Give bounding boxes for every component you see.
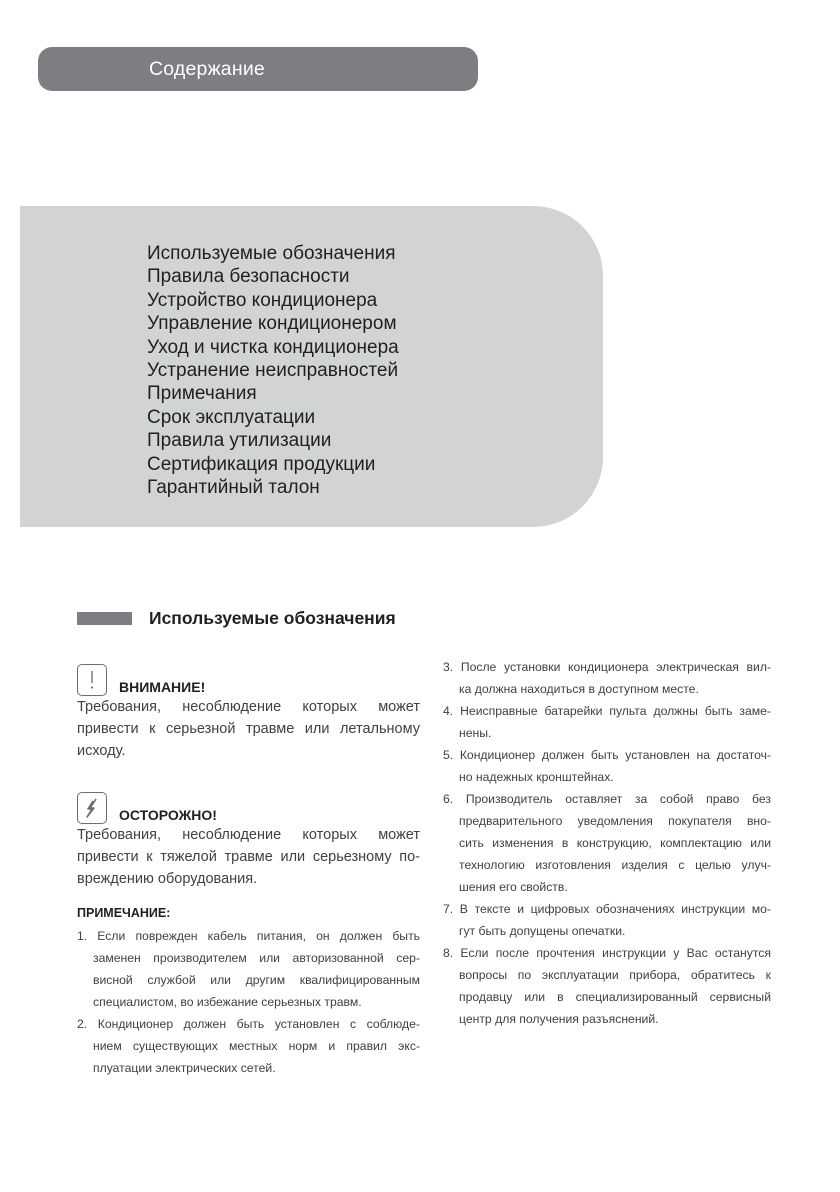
warning-notice bbox=[77, 656, 420, 762]
table-of-contents-panel bbox=[20, 206, 603, 527]
warning-text-line: исходу. bbox=[77, 743, 126, 759]
note-line: висной службой или другим квалифицированным bbox=[93, 973, 420, 987]
note-item-1 bbox=[77, 925, 420, 1013]
caution-text-line: вреждению оборудования. bbox=[77, 871, 258, 887]
note-line: предварительного уведомления покупателя вно- bbox=[459, 814, 771, 828]
note-item-7 bbox=[443, 898, 771, 942]
note-line: центр для получения разъяснений. bbox=[459, 1012, 659, 1026]
note-line: заменен производителем или авторизованной сер- bbox=[93, 951, 420, 965]
note-line: 5. Кондиционер должен быть установлен на достаточ- bbox=[443, 748, 771, 762]
caution-label: ОСТОРОЖНО! bbox=[119, 807, 217, 823]
note-line: специалистом, во избежание серьезных травм. bbox=[93, 995, 362, 1009]
toc-item-care-cleaning[interactable]: Уход и чистка кондиционера bbox=[147, 336, 399, 358]
toc-item-symbols[interactable]: Используемые обозначения bbox=[147, 243, 396, 264]
note-line: сить изменения в конструкцию, комплектацию или bbox=[459, 836, 771, 850]
note-line: нием существующих местных норм и правил экс- bbox=[93, 1039, 420, 1053]
note-line: 4. Неисправные батарейки пульта должны быть заме- bbox=[443, 704, 771, 718]
note-line: 8. Если после прочтения инструкции у Вас останутся bbox=[443, 946, 771, 960]
note-item-2 bbox=[77, 1013, 420, 1079]
note-line: 6. Производитель оставляет за собой право без bbox=[443, 792, 771, 806]
warning-text-line: Требования, несоблюдение которых может bbox=[77, 699, 420, 715]
note-item-5 bbox=[443, 744, 771, 788]
note-line: шения его свойств. bbox=[459, 880, 568, 894]
note-line: гут быть допущены опечатки. bbox=[459, 924, 626, 938]
caution-text-line: Требования, несоблюдение которых может bbox=[77, 827, 420, 843]
caution-text-line: привести к тяжелой травме или серьезному по- bbox=[77, 849, 420, 865]
toc-item-warranty[interactable]: Гарантийный талон bbox=[147, 477, 320, 499]
warning-label: ВНИМАНИЕ! bbox=[119, 679, 206, 695]
note-line: ка должна находиться в доступном месте. bbox=[459, 682, 699, 696]
toc-item-safety-rules[interactable]: Правила безопасности bbox=[147, 266, 350, 288]
caution-notice bbox=[77, 784, 420, 890]
exclamation-icon bbox=[77, 664, 107, 696]
warning-header bbox=[77, 656, 420, 696]
note-line: вопросы по эксплуатации прибора, обратитесь к bbox=[459, 968, 771, 982]
contents-header-bar bbox=[38, 47, 478, 91]
left-column bbox=[77, 656, 420, 1079]
toc-item-certification[interactable]: Сертификация продукции bbox=[147, 453, 376, 475]
note-item-4 bbox=[443, 700, 771, 744]
toc-item-notes[interactable]: Примечания bbox=[147, 383, 257, 405]
note-line: продавцу или в специализированный сервисный bbox=[459, 990, 771, 1004]
note-line: 2. Кондиционер должен быть установлен с соблюде- bbox=[77, 1017, 420, 1031]
notes-heading: ПРИМЕЧАНИЕ: bbox=[77, 906, 171, 920]
note-item-8 bbox=[443, 942, 771, 1030]
toc-item-control[interactable]: Управление кондиционером bbox=[147, 313, 397, 335]
contents-title: Содержание bbox=[149, 58, 265, 80]
note-item-3 bbox=[443, 656, 771, 700]
section-bar-marker bbox=[77, 612, 132, 625]
section-title: Используемые обозначения bbox=[149, 607, 396, 628]
toc-item-disposal[interactable]: Правила утилизации bbox=[147, 430, 332, 452]
note-line: 1. Если поврежден кабель питания, он должен быть bbox=[77, 929, 420, 943]
toc-item-device[interactable]: Устройство кондиционера bbox=[147, 289, 378, 311]
note-line: 3. После установки кондиционера электрическая вил- bbox=[443, 660, 771, 674]
warning-text-line: привести к серьезной травме или летальному bbox=[77, 721, 420, 737]
note-item-6 bbox=[443, 788, 771, 898]
lightning-icon bbox=[77, 792, 107, 824]
caution-header bbox=[77, 784, 420, 824]
note-line: плуатации электрических сетей. bbox=[93, 1061, 276, 1075]
toc-list bbox=[147, 242, 399, 499]
toc-item-service-life[interactable]: Срок эксплуатации bbox=[147, 406, 316, 428]
note-line: нены. bbox=[459, 726, 492, 740]
note-line: 7. В тексте и цифровых обозначениях инструкции мо- bbox=[443, 902, 771, 916]
toc-item-troubleshooting[interactable]: Устранение неисправностей bbox=[147, 360, 399, 382]
note-line: технологию изготовления изделия с целью улуч- bbox=[459, 858, 771, 872]
right-column bbox=[443, 656, 771, 1030]
note-line: но надежных кронштейнах. bbox=[459, 770, 614, 784]
section-heading bbox=[77, 606, 396, 630]
